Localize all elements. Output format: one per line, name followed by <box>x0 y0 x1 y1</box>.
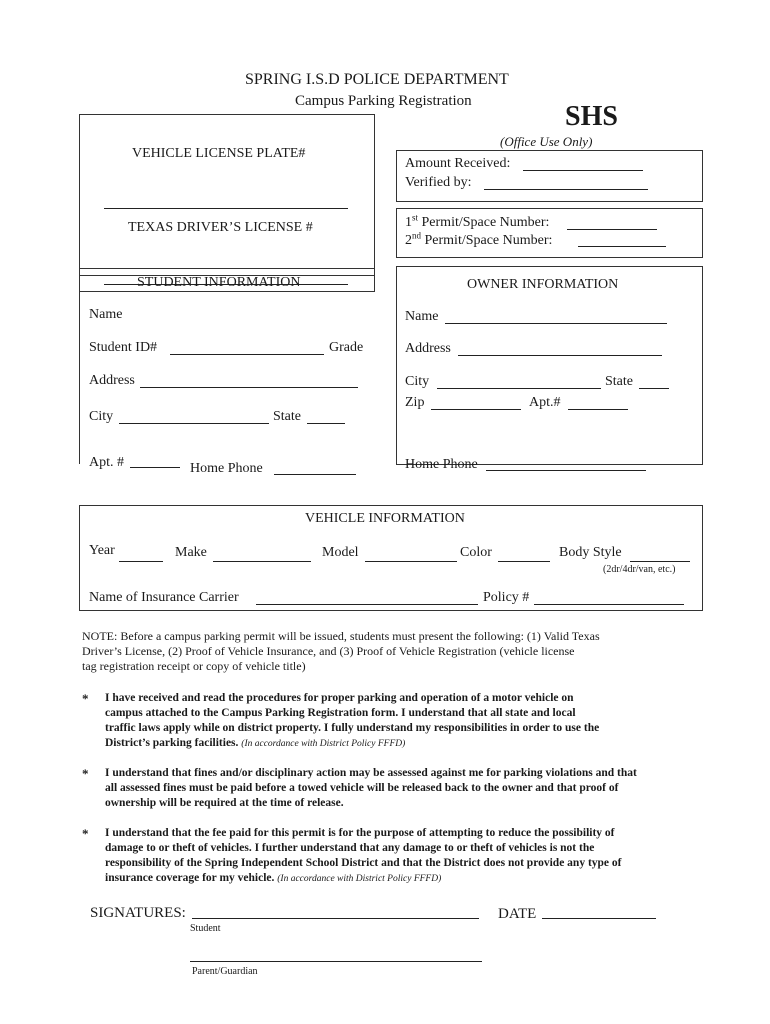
verified-by-label: Verified by: <box>405 175 472 190</box>
owner-zip-label: Zip <box>405 395 425 410</box>
signatures-label: SIGNATURES: <box>90 905 186 921</box>
owner-apt-label: Apt.# <box>529 395 561 410</box>
date-label: DATE <box>498 906 537 922</box>
policy-number-label: Policy # <box>483 590 530 605</box>
owner-state-label: State <box>605 374 633 389</box>
student-address-label: Address <box>89 373 135 388</box>
vehicle-plate-label: VEHICLE LICENSE PLATE# <box>132 146 306 161</box>
permit-1-field[interactable] <box>567 229 657 230</box>
student-info-heading: STUDENT INFORMATION <box>137 275 301 290</box>
statement-3-policy: (In accordance with District Policy FFFD) <box>277 874 442 884</box>
statement-2-line-1: I understand that fines and/or disciplinary action may be assessed against me for parking violations and that <box>105 767 637 779</box>
body-style-hint: (2dr/4dr/van, etc.) <box>603 564 676 575</box>
student-state-field[interactable] <box>307 423 345 424</box>
owner-info-box <box>396 266 703 465</box>
parent-signature-field[interactable] <box>190 961 482 962</box>
permit-2-label: 2nd Permit/Space Number: <box>405 230 553 248</box>
owner-city-field[interactable] <box>437 388 601 389</box>
owner-info-heading: OWNER INFORMATION <box>467 277 619 292</box>
drivers-license-label: TEXAS DRIVER’S LICENSE # <box>128 220 313 235</box>
owner-home-phone-label: Home Phone <box>405 457 478 472</box>
student-apt-field[interactable] <box>130 467 180 468</box>
student-id-field[interactable] <box>170 354 324 355</box>
student-grade-label: Grade <box>329 340 364 355</box>
permit-1-label: 1st Permit/Space Number: <box>405 212 550 230</box>
student-signature-field[interactable] <box>192 918 479 919</box>
statement-1-line-2: campus attached to the Campus Parking Registration form. I understand that all state and local <box>105 707 576 719</box>
vehicle-model-label: Model <box>322 545 359 560</box>
student-signature-caption: Student <box>190 923 221 934</box>
vehicle-plate-field[interactable] <box>104 208 348 209</box>
statement-1-line-3: traffic laws apply while on district property. I fully understand my responsibilities in order to use the <box>105 722 600 734</box>
statement-3-line-3: responsibility of the Spring Independent School District and that the District does not provide any type of <box>105 857 622 869</box>
owner-state-field[interactable] <box>639 388 669 389</box>
permit-2-field[interactable] <box>578 246 666 247</box>
statement-3-line-2: damage to or theft of vehicles. I further understand that any damage to or theft of vehicles is not the <box>105 842 595 854</box>
insurance-carrier-field[interactable] <box>256 604 478 605</box>
note-line-2: Driver’s License, (2) Proof of Vehicle Insurance, and (3) Proof of Vehicle Registration (vehicle license <box>82 644 575 658</box>
student-box-left-edge <box>79 292 80 464</box>
insurance-carrier-label: Name of Insurance Carrier <box>89 590 239 605</box>
statement-3-line-4: insurance coverage for my vehicle. (In accordance with District Policy FFFD) <box>105 872 442 884</box>
note-line-1: NOTE: Before a campus parking permit will be issued, students must present the following: (1) Valid Texas <box>82 629 600 643</box>
owner-address-field[interactable] <box>458 355 662 356</box>
vehicle-color-label: Color <box>460 545 492 560</box>
owner-name-field[interactable] <box>445 323 667 324</box>
vehicle-year-field[interactable] <box>119 561 163 562</box>
owner-apt-field[interactable] <box>568 409 628 410</box>
amount-received-label: Amount Received: <box>405 156 511 171</box>
student-city-label: City <box>89 409 114 424</box>
statement-1-line-4: District’s parking facilities. (In accordance with District Policy FFFD) <box>105 737 406 749</box>
statement-2-line-2: all assessed fines must be paid before a towed vehicle will be released back to the owner and that proof of <box>105 782 619 794</box>
student-state-label: State <box>273 409 301 424</box>
vehicle-make-label: Make <box>175 545 207 560</box>
amount-received-field[interactable] <box>523 170 643 171</box>
statement-2-line-3: ownership will be required at the time of release. <box>105 797 344 809</box>
vehicle-year-label: Year <box>89 543 115 558</box>
owner-zip-field[interactable] <box>431 409 521 410</box>
date-field[interactable] <box>542 918 656 919</box>
vehicle-body-style-label: Body Style <box>559 545 622 560</box>
student-home-phone-label: Home Phone <box>190 461 263 476</box>
student-home-phone-field[interactable] <box>274 474 356 475</box>
policy-number-field[interactable] <box>534 604 684 605</box>
owner-city-label: City <box>405 374 430 389</box>
verified-by-field[interactable] <box>484 189 648 190</box>
statement-1-policy: (In accordance with District Policy FFFD) <box>241 739 406 749</box>
statement-1-line-1: I have received and read the procedures for proper parking and operation of a motor vehicle on <box>105 692 574 704</box>
vehicle-color-field[interactable] <box>498 561 550 562</box>
student-name-label: Name <box>89 307 123 322</box>
form-title: SPRING I.S.D POLICE DEPARTMENT <box>245 71 509 88</box>
license-box <box>79 114 375 276</box>
owner-address-label: Address <box>405 341 451 356</box>
vehicle-model-field[interactable] <box>365 561 457 562</box>
statement-1-bullet: * <box>82 691 89 706</box>
statement-3-bullet: * <box>82 826 89 841</box>
note-line-3: tag registration receipt or copy of vehicle title) <box>82 659 306 673</box>
statement-2-bullet: * <box>82 766 89 781</box>
statement-3-line-1: I understand that the fee paid for this permit is for the purpose of attempting to reduce the possibility of <box>105 827 615 839</box>
vehicle-info-heading: VEHICLE INFORMATION <box>305 511 465 526</box>
parent-signature-caption: Parent/Guardian <box>192 966 258 977</box>
student-address-field[interactable] <box>140 387 358 388</box>
vehicle-make-field[interactable] <box>213 561 311 562</box>
student-apt-label: Apt. # <box>89 455 124 470</box>
school-code: SHS <box>565 101 618 132</box>
student-id-label: Student ID# <box>89 340 158 355</box>
office-use-label: (Office Use Only) <box>500 134 593 149</box>
owner-name-label: Name <box>405 309 439 324</box>
form-subtitle: Campus Parking Registration <box>295 93 472 109</box>
student-city-field[interactable] <box>119 423 269 424</box>
owner-home-phone-field[interactable] <box>486 470 646 471</box>
